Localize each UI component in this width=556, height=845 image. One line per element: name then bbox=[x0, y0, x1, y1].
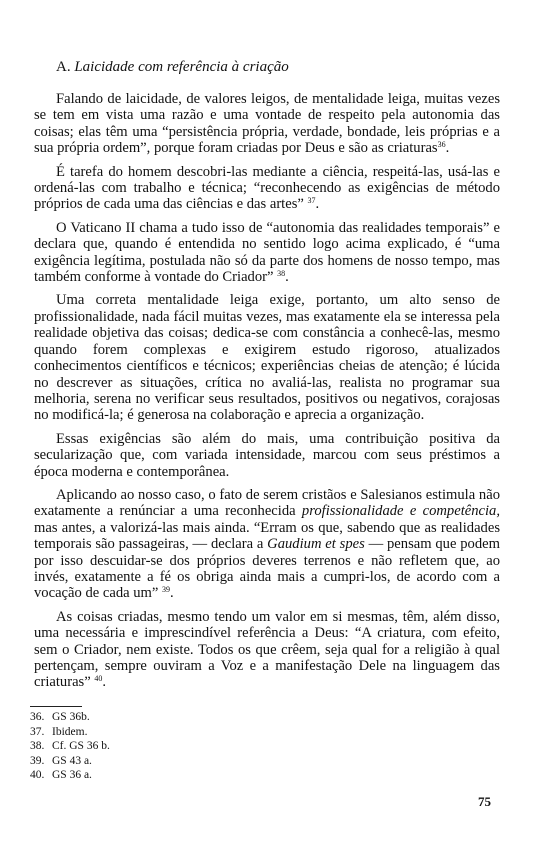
footnote bbox=[30, 710, 500, 725]
body-paragraph bbox=[34, 91, 500, 157]
footnote-list bbox=[30, 710, 500, 783]
footnote-number: 39. bbox=[30, 754, 45, 767]
paragraph-text: As coisas criadas, mesmo tendo um valor em si mesmas, têm, além disso, uma necessária e imprescindível referência a Deus: “A criatura, com efeito, sem o Criador, nem existe. Todos os que crêem, seja qual for a religião à qual pertençam, sempre ouviram a Voz e a manifestação Dele na linguagem das criaturas” bbox=[34, 608, 500, 691]
footnote-reference: 36 bbox=[437, 140, 446, 150]
footnote-text: GS 36b. bbox=[52, 711, 90, 723]
footnote-reference: 39 bbox=[162, 585, 171, 595]
footnote-reference: 40 bbox=[94, 674, 103, 684]
italic-text: profissionalidade e competência, bbox=[301, 503, 500, 520]
paragraph-text: — pensam que podem por isso descuidar-se dos próprios deveres terrenos e não refletem que, ao invés, exatamente a fé os obriga ainda mais a cumpri-los, de acordo com a vocação de cada um” bbox=[34, 536, 500, 602]
main-text bbox=[34, 58, 500, 698]
section-title: Laicidade com referência à criação bbox=[74, 59, 289, 75]
footnote-reference: 38 bbox=[277, 269, 286, 279]
section-heading bbox=[56, 58, 500, 77]
paragraph-text: Essas exigências são além do mais, uma contribuição positiva da secularização que, com variada intensidade, marcou com seus préstimos a época moderna e contemporânea. bbox=[34, 430, 500, 480]
body-paragraph bbox=[34, 487, 500, 602]
footnotes bbox=[30, 706, 500, 783]
paragraph-text: . bbox=[102, 674, 107, 691]
paragraph-text: . bbox=[285, 269, 289, 286]
paragraph-text: Aplicando ao nosso caso, o fato de serem cristãos e Salesianos estimula não exatamente a renúnciar a uma reconhecida bbox=[34, 486, 500, 520]
paragraph-text: . bbox=[315, 196, 320, 213]
body-paragraph bbox=[34, 164, 500, 213]
paragraph-text: . bbox=[445, 140, 450, 157]
paragraph-text: Falando de laicidade, de valores leigos, de mentalidade leiga, muitas vezes se tem em vista uma razão e uma vontade de respeito pela autonomia das coisas; elas têm uma “persistência própria, verdade, bondade, leis próprias e a sua própria ordem”, porque foram criadas por Deus e são as criaturas bbox=[34, 91, 500, 157]
body-paragraph bbox=[34, 220, 500, 286]
footnote-text: Cf. GS 36 b. bbox=[52, 740, 110, 753]
footnote-number: 40. bbox=[30, 769, 45, 782]
footnote-number: 36. bbox=[30, 711, 45, 723]
body-paragraphs bbox=[34, 91, 500, 691]
footnote-reference: 37 bbox=[307, 196, 316, 206]
paragraph-text: É tarefa do homem descobri-las mediante a ciência, respeitá-las, usá-las e ordená-las com trabalho e técnica; “reconhecendo as exigências de método próprios de cada uma das ciências e das artes” bbox=[34, 163, 500, 213]
body-paragraph bbox=[34, 431, 500, 480]
footnote bbox=[30, 754, 500, 769]
footnote-number: 37. bbox=[30, 725, 45, 738]
footnote bbox=[30, 725, 500, 740]
footnote-text: GS 36 a. bbox=[52, 769, 92, 782]
footnote bbox=[30, 768, 500, 783]
italic-text: Gaudium et spes bbox=[267, 536, 365, 553]
paragraph-text: mas antes, a valorizá-las mais ainda. “Erram os que, sabendo que as realidades temporais são passageiras, — declara a bbox=[34, 519, 500, 553]
footnote-number: 38. bbox=[30, 740, 45, 753]
section-letter: A. bbox=[56, 59, 71, 75]
footnote bbox=[30, 739, 500, 754]
paragraph-text: O Vaticano II chama a tudo isso de “autonomia das realidades temporais” e declara que, quando é entendida no sentido logo acima explicado, é “uma exigência legítima, postulada não só da parte dos homens de nosso tempo, mas também conforme à vontade do Criador” bbox=[34, 219, 500, 286]
paragraph-text: Uma correta mentalidade leiga exige, portanto, um alto senso de profissionalidade, nada fácil muitas vezes, mas exatamente ela se interessa pela realidade objetiva das coisas; dedica-se com constância a conhecê-las, mesmo quando forem complexas e exigirem estudo rigoroso, atualizados conhecimentos científicos e técnicos; experiências cheias de atenção; é lúcida no descrever as situações, crítica no avaliá-las, realista no programar sua melhoria, serena no verificar seus resultados, positivos ou negativos, corajosas no modificá-la; é generosa na colaboração e aprecia a organização. bbox=[34, 292, 500, 424]
footnote-rule bbox=[30, 706, 82, 707]
paragraph-text: . bbox=[170, 585, 174, 602]
page-number: 75 bbox=[478, 794, 491, 809]
body-paragraph bbox=[34, 292, 500, 423]
footnote-text: Ibidem. bbox=[52, 725, 88, 738]
body-paragraph bbox=[34, 609, 500, 691]
footnote-text: GS 43 a. bbox=[52, 754, 92, 767]
